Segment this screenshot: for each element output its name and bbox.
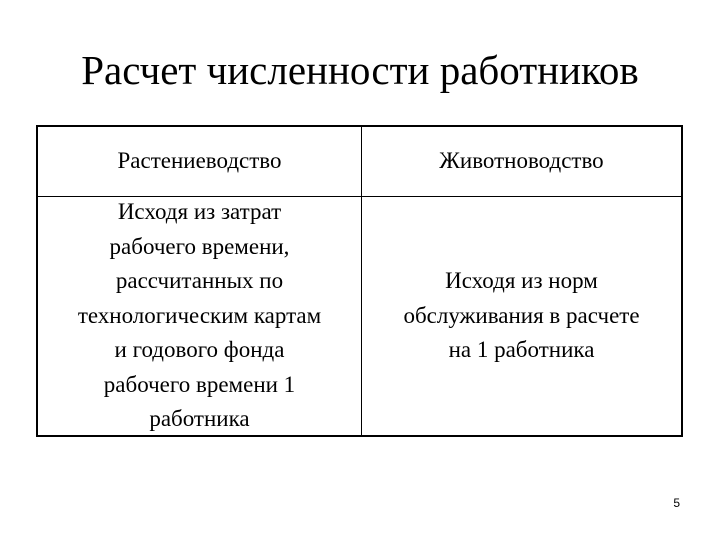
table-header-livestock [362, 127, 681, 196]
table-cell-livestock-text: Исходя из норм обслуживания в расчете на 1 работника [403, 268, 640, 363]
page-number: 5 [673, 496, 680, 510]
table-cell-crop-production-method [38, 197, 361, 435]
comparison-table [36, 125, 683, 437]
table-header-livestock-label: Животноводство [439, 148, 604, 174]
table-cell-livestock-method [362, 197, 681, 435]
table-cell-crop-production-text: Исходя из затрат рабочего времени, рассчитанных по технологическим картам и годового фонда рабочего времени 1 работника [77, 199, 322, 432]
table-header-crop-production [38, 127, 361, 196]
table-header-crop-production-label: Растениеводство [117, 148, 282, 174]
slide-title: Расчет численности работников [81, 47, 639, 93]
